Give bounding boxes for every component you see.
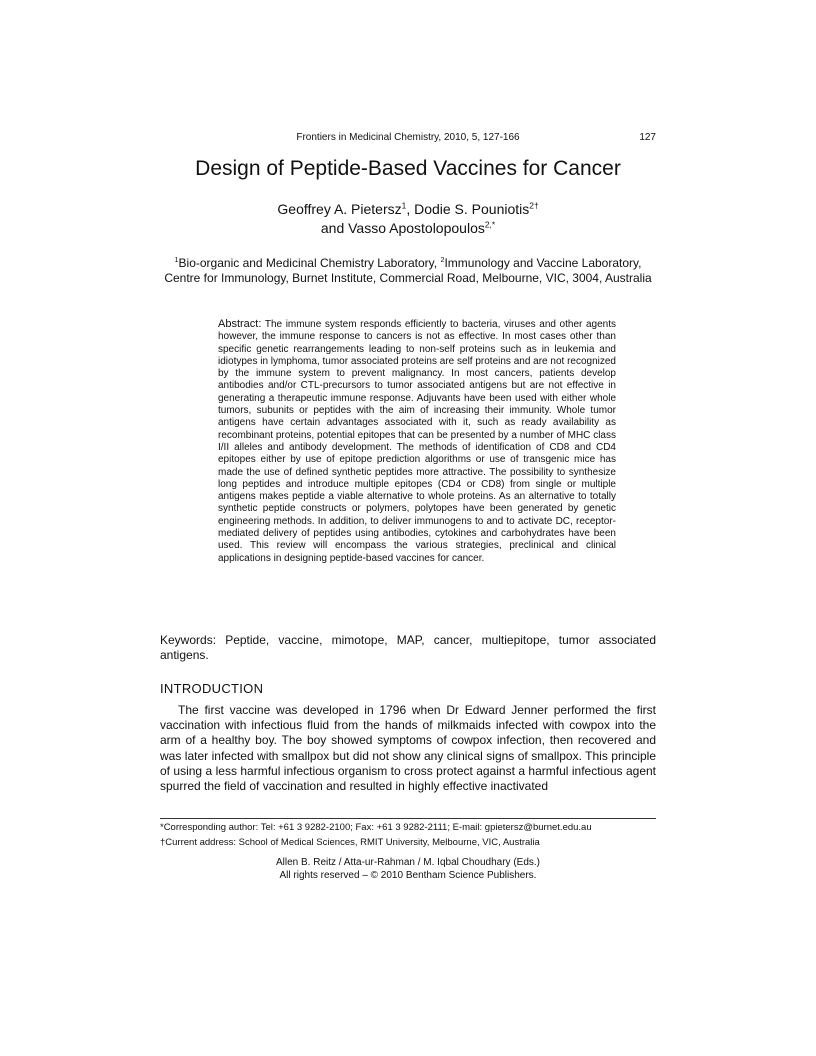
author-line-1 [160,200,656,219]
footnote-corresponding: *Corresponding author: Tel: +61 3 9282-2100; Fax: +61 3 9282-2111; E-mail: gpietersz@burnet.edu.au [160,822,592,833]
body-paragraph: The first vaccine was developed in 1796 when Dr Edward Jenner performed the first vaccination with infectious fluid from the hands of milkmaids infected with cowpox into the arm of a healthy boy. The boy showed symptoms of cowpox infection, then recovered and was later infected with smallpox but did not show any clinical signs of smallpox. This principle of using a less harmful infectious organism to cross protect against a harmful infectious agent spurred the field of vaccination and resulted in highly effective inactivated [160,703,656,794]
page-number: 127 [639,132,656,143]
book-credits [160,856,656,882]
affiliation-mark: 1 [174,255,179,264]
author-name: Geoffrey A. Pietersz [277,201,402,217]
author-affiliation-mark: 1 [401,200,407,211]
editors-line: Allen B. Reitz / Atta-ur-Rahman / M. Iqbal Choudhary (Eds.) [276,857,540,868]
abstract [218,318,616,565]
author-line-2 [160,219,656,238]
affiliation [160,256,656,286]
abstract-label: Abstract: [218,318,262,330]
author-affiliation-mark: 2† [529,200,539,211]
footnote-divider [160,818,656,819]
keywords-label: Keywords: [160,633,217,647]
journal-citation: Frontiers in Medicinal Chemistry, 2010, 5, 127-166 [296,132,520,143]
affiliation-text: Bio-organic and Medicinal Chemistry Laboratory, [178,256,441,270]
abstract-text: The immune system responds efficiently to bacteria, viruses and other agents however, the immune response to cancers is not as effective. In most cases other than specific genetic rearrangements leading to non-self proteins such as in leukemia and idiotypes in lymphoma, tumor associated proteins are self proteins and are not recognized by the immune system to prevent malignancy. In most cancers, patients develop antibodies and/or CTL-precursors to tumor associated antigens but are not effective in generating a therapeutic immune response. Adjuvants have been used with either whole tumors, subunits or peptides with the aim of increasing their immunity. Whole tumor antigens have certain advantages associated with it, such as ready availability as recombinant proteins, potential epitopes that can be presented by a number of MHC class I/II alleles and antibody development. The methods of identification of CD8 and CD4 epitopes either by use of epitope prediction algorithms or use of transgenic mice has made the use of defined synthetic peptides more attractive. The possibility to synthesize long peptides and introduce multiple epitopes (CD4 or CD8) from single or multiple antigens makes peptide a viable alternative to whole proteins. As an alternative to totally synthetic peptide constructs or polymers, polytopes have been generated by genetic engineering methods. In addition, to deliver immunogens to and to activate DC, receptor-mediated delivery of peptides using antibodies, cytokines and carbohydrates have been used. This review will encompass the various strategies, preclinical and clinical applications in designing peptide-based vaccines for cancer. [218,319,616,564]
footnote-current-address: †Current address: School of Medical Sciences, RMIT University, Melbourne, VIC, Australia [160,837,540,848]
author-affiliation-mark: 2,* [484,219,496,230]
keywords [160,633,656,663]
author-name: , Dodie S. Pouniotis [406,201,530,217]
paper-title: Design of Peptide-Based Vaccines for Cancer [195,157,621,180]
affiliation-text: Immunology and Vaccine Laboratory, Centre for Immunology, Burnet Institute, Commercial Road, Melbourne, VIC, 3004, Australia [164,256,652,285]
author-name: and Vasso Apostolopoulos [320,220,485,236]
author-list [160,200,656,238]
affiliation-mark: 2 [440,255,445,264]
rights-line: All rights reserved – © 2010 Bentham Science Publishers. [279,870,537,881]
section-heading: INTRODUCTION [160,681,264,696]
keywords-text: Peptide, vaccine, mimotope, MAP, cancer, multiepitope, tumor associated antigens. [160,633,656,662]
